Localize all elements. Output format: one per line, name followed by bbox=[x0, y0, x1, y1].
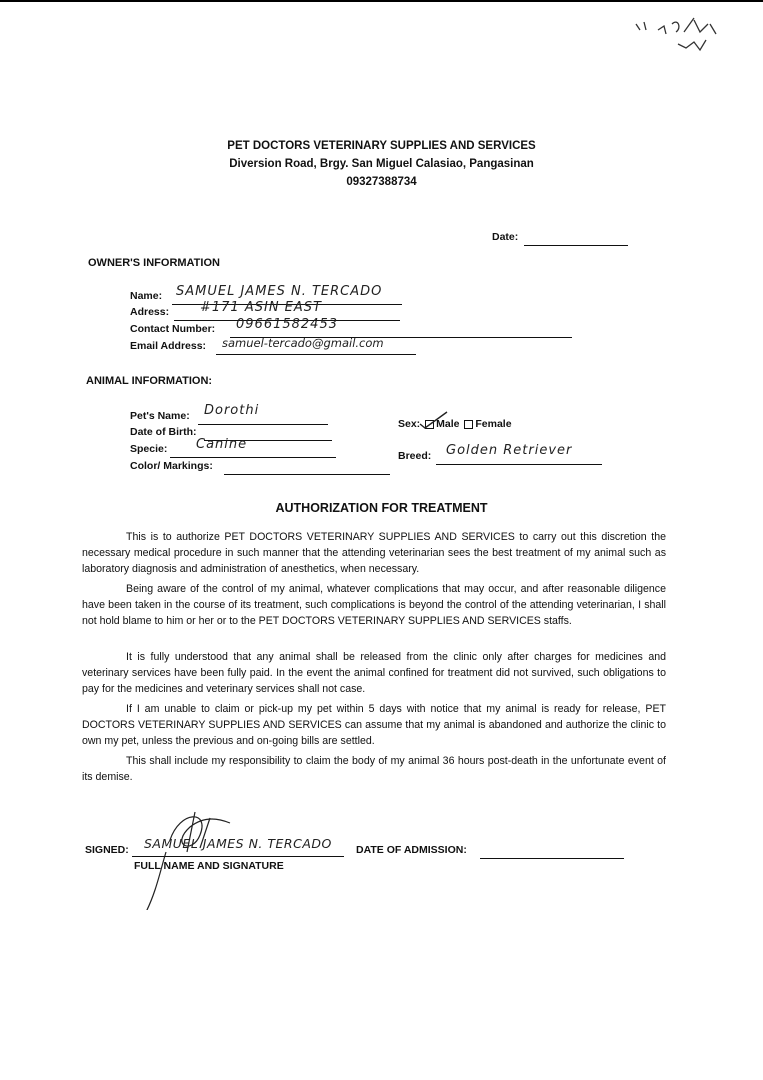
company-phone: 09327388734 bbox=[346, 176, 417, 188]
species-field[interactable] bbox=[170, 443, 336, 458]
signature-line[interactable] bbox=[132, 848, 344, 857]
company-address: Diversion Road, Brgy. San Miguel Calasiao, Pangasinan bbox=[229, 158, 534, 170]
male-check-mark bbox=[418, 410, 450, 430]
paragraph-3: It is fully understood that any animal shall be released from the clinic only after charges for medicines and veterinary services have been fully paid. In the event the animal confined for treatment did not survived, such obligations to pay for the medicines and veterinary services shall not case. bbox=[82, 651, 666, 695]
company-name: PET DOCTORS VETERINARY SUPPLIES AND SERVICES bbox=[227, 140, 536, 152]
species-value: Canine bbox=[196, 437, 248, 452]
animal-section-title: ANIMAL INFORMATION: bbox=[86, 375, 213, 387]
species-label: Specie: bbox=[130, 443, 168, 455]
owner-email-value: samuel-tercado@gmail.com bbox=[222, 336, 384, 350]
breed-value: Golden Retriever bbox=[446, 443, 573, 458]
date-label: Date: bbox=[492, 231, 519, 243]
date-of-admission-label: DATE OF ADMISSION: bbox=[356, 844, 467, 856]
female-checkbox[interactable] bbox=[464, 420, 473, 429]
paragraph-4: If I am unable to claim or pick-up my pet within 5 days with notice that my animal is ready for release, PET DOCTORS VETERINARY SUPPLIES AND SERVICES can assume that my animal is abandoned and authorize the clinic to own my pet, unless the previous and on-going bills are settled. bbox=[82, 703, 666, 747]
sex-label: Sex: bbox=[398, 418, 421, 430]
paragraph-5: This shall include my responsibility to claim the body of my animal 36 hours post-death in the unfortunate event of its demise. bbox=[82, 755, 666, 783]
owner-address-value: #171 ASIN EAST bbox=[200, 300, 322, 315]
sex-female-label: Female bbox=[475, 418, 512, 430]
date-of-admission-field[interactable] bbox=[480, 844, 624, 859]
owner-section-title: OWNER'S INFORMATION bbox=[88, 257, 220, 269]
sex-field bbox=[398, 418, 512, 430]
color-markings-label: Color/ Markings: bbox=[130, 460, 213, 472]
full-name-signature-label: FULL NAME AND SIGNATURE bbox=[134, 860, 284, 872]
breed-label: Breed: bbox=[398, 450, 432, 462]
owner-name-value: SAMUEL JAMES N. TERCADO bbox=[176, 284, 383, 299]
pet-name-value: Dorothi bbox=[204, 403, 260, 418]
signed-name-value: SAMUEL JAMES N. TERCADO bbox=[144, 836, 332, 851]
date-field[interactable] bbox=[524, 231, 628, 246]
top-border-line bbox=[0, 0, 763, 2]
authorization-title: AUTHORIZATION FOR TREATMENT bbox=[275, 501, 488, 515]
owner-contact-value: 09661582453 bbox=[236, 317, 338, 332]
color-markings-field[interactable] bbox=[224, 460, 390, 475]
owner-contact-label: Contact Number: bbox=[130, 323, 216, 335]
corner-handwriting-mark bbox=[628, 10, 728, 60]
signed-label: SIGNED: bbox=[85, 844, 129, 856]
pet-name-label: Pet's Name: bbox=[130, 410, 190, 422]
owner-address-label: Adress: bbox=[130, 306, 170, 318]
owner-email-label: Email Address: bbox=[130, 340, 207, 352]
dob-label: Date of Birth: bbox=[130, 426, 197, 438]
sex-male-label: Male bbox=[436, 418, 460, 430]
owner-name-label: Name: bbox=[130, 290, 163, 302]
paragraph-1: This is to authorize PET DOCTORS VETERINARY SUPPLIES AND SERVICES to carry out this discretion the necessary medical procedure in such manner that the attending veterinarian sees the best treatment of my animal such as laboratory diagnosis and administration of anesthetics, when necessary. bbox=[82, 531, 666, 575]
paragraph-2: Being aware of the control of my animal, whatever complications that may occur, and after reasonable diligence have been taken in the course of its treatment, such complications is beyond the control of the attending veterinarian, I shall not hold blame to him or her or to the PET DOCTORS VETERINARY SUPPLIES AND SERVICES staffs. bbox=[82, 583, 666, 627]
